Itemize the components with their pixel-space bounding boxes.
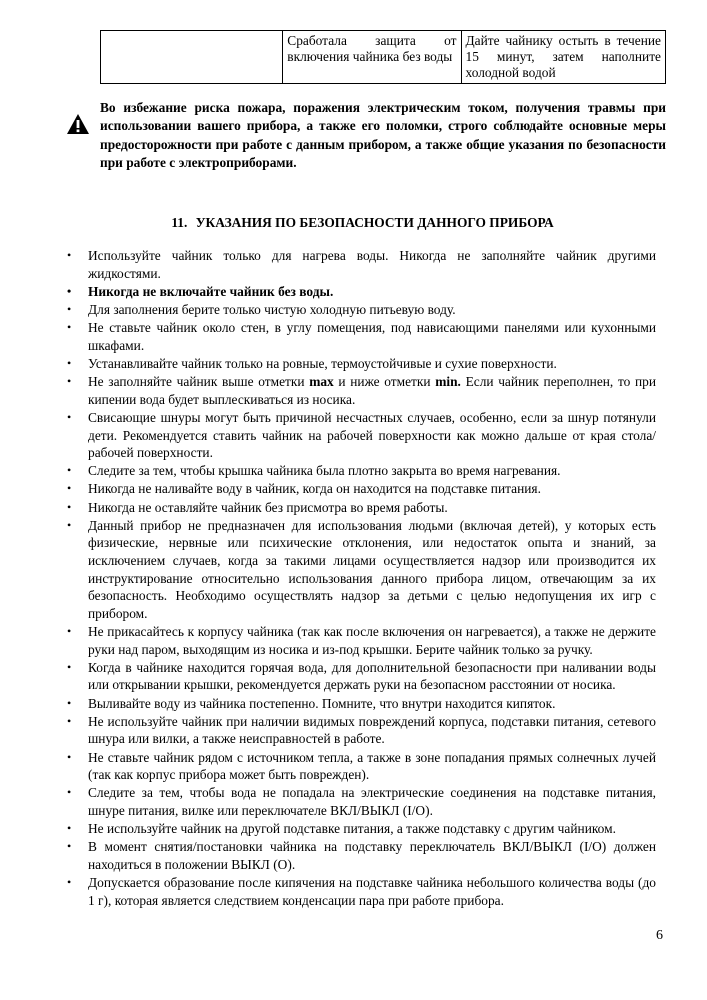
bullet-icon: • — [67, 659, 72, 674]
rule-text: Не ставьте чайник около стен, в углу помещения, под нависающими панелями или кухонными шкафами. — [88, 320, 656, 353]
rule-text: Не используйте чайник на другой подставке питания, а также подставку с другим чайником. — [88, 821, 616, 837]
rule-text: Никогда не оставляйте чайник без присмотра во время работы. — [88, 499, 448, 515]
list-item — [66, 480, 656, 498]
list-item — [66, 749, 656, 784]
rule-text: Выливайте воду из чайника постепенно. Помните, что внутри находится кипяток. — [88, 695, 556, 711]
bullet-icon: • — [67, 875, 72, 890]
bullet-icon: • — [67, 695, 72, 710]
bullet-icon: • — [67, 624, 72, 638]
warning-triangle-icon — [66, 113, 90, 135]
list-item — [66, 355, 656, 373]
bullet-icon: • — [67, 499, 72, 514]
bullet-icon: • — [67, 374, 72, 389]
rule-text-part: и ниже отметки — [333, 374, 436, 390]
bullet-icon: • — [67, 301, 72, 316]
rule-mark-label: max — [309, 374, 334, 390]
bullet-icon: • — [67, 320, 72, 335]
list-item — [66, 499, 656, 517]
section-title: УКАЗАНИЯ ПО БЕЗОПАСНОСТИ ДАННОГО ПРИБОРА — [195, 215, 554, 230]
list-item — [66, 301, 656, 319]
bullet-icon: • — [67, 749, 72, 764]
rule-text: Используйте чайник только для нагрева воды. Никогда не заполняйте чайник другими жидкостями. — [88, 248, 656, 281]
rule-mark-label: min. — [435, 374, 461, 390]
rule-text: Следите за тем, чтобы вода не попадала на электрические соединения на подставке питания, шнуре питания, вилке или переключателе ВКЛ/ВЫКЛ (I/O). — [88, 785, 656, 818]
list-item — [66, 623, 656, 658]
rule-text: Не используйте чайник при наличии видимых повреждений корпуса, подставки питания, сетевого шнура или вилки, а также неисправностей в работе. — [88, 713, 656, 747]
bullet-icon: • — [67, 785, 72, 800]
list-item — [66, 373, 656, 408]
troubleshooting-table — [100, 30, 666, 84]
rule-text: Не прикасайтесь к корпусу чайника (так как после включения он нагревается), а также не держите руки над паром, выходящим из носика и из-под крышки. Берите чайник только за ручку. — [88, 624, 656, 657]
section-heading — [0, 215, 707, 231]
rule-text-part: Если чайник переполнен, то при кипении вода будет выплескиваться из носика. — [88, 374, 657, 407]
list-item — [66, 517, 656, 623]
rule-text: Не ставьте чайник рядом с источником тепла, а также в зоне попадания прямых солнечных лучей (так как корпус прибора может быть поврежден). — [88, 749, 656, 783]
rule-text: Никогда не включайте чайник без воды. — [88, 283, 334, 299]
bullet-icon: • — [67, 713, 72, 728]
rule-text: Свисающие шнуры могут быть причиной несчастных случаев, особенно, если за шнур потянули дети. Рекомендуется ставить чайник на рабочей поверхности как можно дальше от края стола/рабочей поверхности. — [88, 409, 656, 461]
rule-text: Устанавливайте чайник только на ровные, термоустойчивые и сухие поверхности. — [88, 355, 557, 371]
rule-text: Допускается образование после кипячения на подставке чайника небольшого количества воды (до 1 г), которая является следствием конденсации пара при работе прибора. — [88, 875, 656, 908]
table-row — [101, 31, 666, 84]
list-item — [66, 409, 656, 462]
rule-text: Данный прибор не предназначен для использования людьми (включая детей), у которых есть физические, нервные или психические отклонения, или недостаток опыта и знаний, за исключением случаев, когда за такими лицами осуществляется надзор или производится их инструктирование относительно использования данного прибора лицом, отвечающим за их безопасность. Необходимо осуществлять надзор за детьми с целью недопущения их игр с прибором. — [88, 517, 656, 621]
bullet-icon: • — [67, 821, 72, 836]
bullet-icon: • — [67, 463, 72, 478]
bullet-icon: • — [67, 355, 72, 370]
table-cell-solution: Дайте чайнику остыть в течение 15 минут, затем наполните холодной водой — [461, 31, 665, 84]
table-cell-empty — [101, 31, 283, 84]
list-item — [66, 695, 656, 713]
list-item — [66, 659, 656, 694]
list-item — [66, 784, 656, 819]
list-item — [66, 247, 656, 282]
list-item — [66, 838, 656, 873]
bullet-icon: • — [67, 481, 72, 496]
bullet-icon: • — [67, 517, 72, 532]
table-cell-cause: Сработала защита от включения чайника без воды — [283, 31, 461, 84]
rule-text: Никогда не наливайте воду в чайник, когда он находится на подставке питания. — [88, 481, 541, 497]
list-item — [66, 283, 656, 301]
bullet-icon: • — [67, 409, 72, 424]
list-item — [66, 820, 656, 838]
bullet-icon: • — [67, 248, 72, 262]
list-item — [66, 462, 656, 480]
page-number: 6 — [656, 928, 663, 943]
rule-text: Следите за тем, чтобы крышка чайника была плотно закрыта во время нагревания. — [88, 463, 561, 479]
list-item — [66, 874, 656, 909]
bullet-icon: • — [67, 839, 72, 854]
safety-rules-list — [66, 247, 656, 910]
rule-text-part: Не заполняйте чайник выше отметки — [88, 374, 310, 390]
list-item — [66, 713, 656, 748]
rule-text: В момент снятия/постановки чайника на подставку переключатель ВКЛ/ВЫКЛ (I/O) должен находиться в положении ВЫКЛ (O). — [88, 839, 656, 872]
list-item — [66, 319, 656, 354]
warning-text: Во избежание риска пожара, поражения электрическим током, получения травмы при использовании вашего прибора, а также его поломки, строго соблюдайте основные меры предосторожности при работе с данным прибором, а также общие указания по безопасности при работе с электроприборами. — [100, 100, 666, 171]
rule-text: Когда в чайнике находится горячая вода, для дополнительной безопасности при наливании воды или открывании крышки, рекомендуется держать руки на безопасном расстоянии от носика. — [88, 659, 656, 693]
rule-text: Для заполнения берите только чистую холодную питьевую воду. — [88, 301, 456, 317]
section-number: 11. — [171, 215, 188, 230]
bullet-icon: • — [67, 283, 72, 298]
